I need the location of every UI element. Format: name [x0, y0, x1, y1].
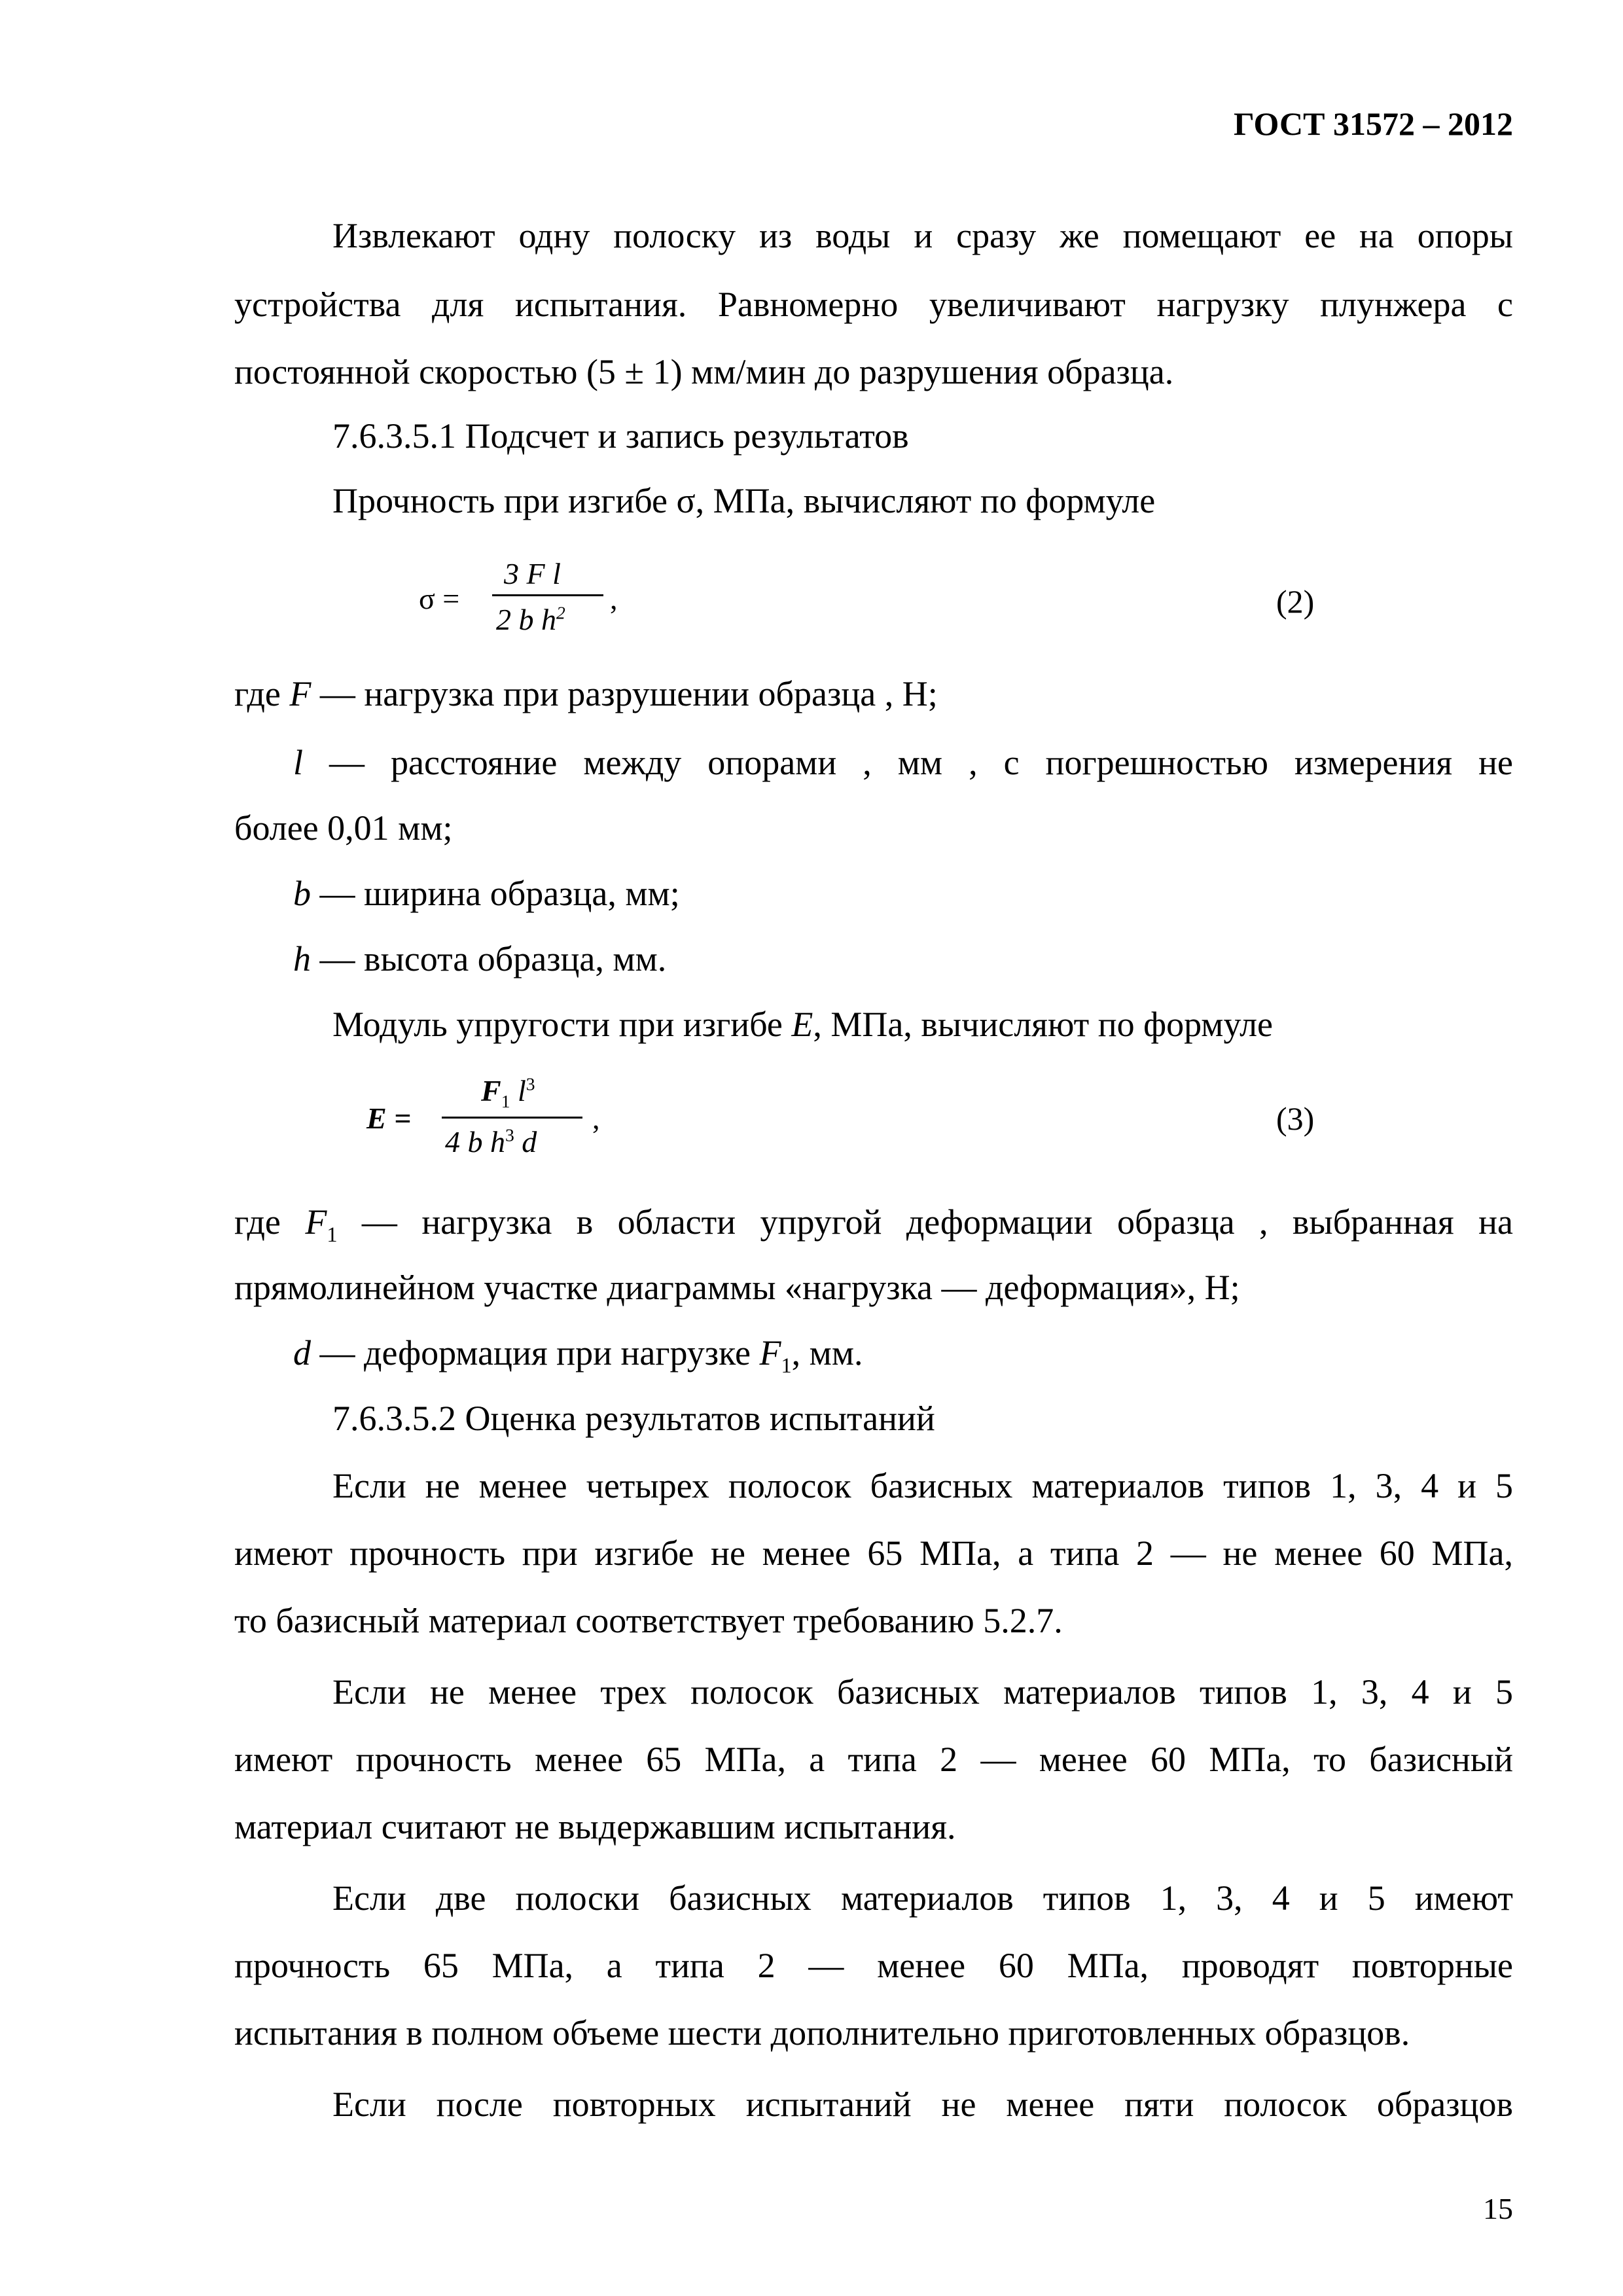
fraction-bar: [442, 1117, 582, 1119]
paragraph-line: постоянной скоростью (5 ± 1) мм/мин до разрушения образца.: [234, 352, 1174, 391]
paragraph-line: прочность 65 МПа, а типа 2 — менее 60 МПа, проводят повторные: [234, 1946, 1513, 1985]
paragraph-line: то базисный материал соответствует требованию 5.2.7.: [234, 1601, 1063, 1640]
paragraph-line: d — деформация при нагрузке $F_1$, мм.: [293, 1333, 863, 1378]
page-number: 15: [1483, 2192, 1513, 2225]
paragraph-line: более 0,01 мм;: [234, 808, 453, 848]
paragraph-line: Если не менее четырех полосок базисных материалов типов 1, 3, 4 и 5: [332, 1466, 1513, 1505]
formula-comma: ,: [610, 582, 618, 615]
paragraph-line: b — ширина образца, мм;: [293, 874, 680, 913]
paragraph-line: имеют прочность при изгибе не менее 65 МПа, а типа 2 — не менее 60 МПа,: [234, 1534, 1513, 1573]
paragraph-line: испытания в полном объеме шести дополнительно приготовленных образцов.: [234, 2013, 1410, 2053]
formula-2: [419, 556, 681, 648]
equation-number-2: (2): [1276, 583, 1315, 620]
paragraph-line: Извлекают одну полоску из воды и сразу же помещают ее на опоры: [332, 216, 1513, 255]
paragraph-line: Если две полоски базисных материалов типов 1, 3, 4 и 5 имеют: [332, 1878, 1513, 1918]
paragraph-line: h — высота образца, мм.: [293, 939, 667, 978]
paragraph-line: Модуль упругости при изгибе E, МПа, вычисляют по формуле: [332, 1005, 1273, 1044]
document-header: ГОСТ 31572 – 2012: [1233, 105, 1513, 142]
formula-comma: ,: [592, 1102, 600, 1135]
paragraph-line: где F — нагрузка при разрушении образца , Н;: [234, 674, 938, 713]
equation-number-3: (3): [1276, 1100, 1315, 1137]
formula-lhs: E =: [366, 1102, 412, 1135]
formula-lhs: σ =: [419, 582, 460, 615]
formula-denominator: 2 b $h^2$: [496, 602, 565, 636]
section-heading: 7.6.3.5.2 Оценка результатов испытаний: [332, 1399, 935, 1438]
formula-numerator: 3 F l: [504, 557, 561, 590]
paragraph-line: Если не менее трех полосок базисных материалов типов 1, 3, 4 и 5: [332, 1672, 1513, 1712]
paragraph-line: где $F_1$ — нагрузка в области упругой деформации образца , выбранная на: [234, 1202, 1514, 1247]
paragraph-line: прямолинейном участке диаграммы «нагрузка — деформация», Н;: [234, 1268, 1240, 1307]
section-heading: 7.6.3.5.1 Подсчет и запись результатов: [332, 416, 909, 456]
paragraph-line: Прочность при изгибе σ, МПа, вычисляют по формуле: [332, 481, 1156, 520]
formula-3: [366, 1073, 641, 1172]
formula-numerator: $F_1$ $l^3$: [481, 1073, 535, 1112]
paragraph-line: l — расстояние между опорами , мм , с погрешностью измерения не: [293, 743, 1513, 782]
paragraph-line: устройства для испытания. Равномерно увеличивают нагрузку плунжера с: [234, 285, 1513, 324]
fraction-bar: [492, 594, 603, 596]
paragraph-line: имеют прочность менее 65 МПа, а типа 2 — менее 60 МПа, то базисный: [234, 1740, 1513, 1779]
paragraph-line: материал считают не выдержавшим испытания.: [234, 1807, 956, 1846]
formula-denominator: 4 b $h^3$ d: [445, 1124, 537, 1158]
paragraph-line: Если после повторных испытаний не менее пяти полосок образцов: [332, 2085, 1513, 2124]
